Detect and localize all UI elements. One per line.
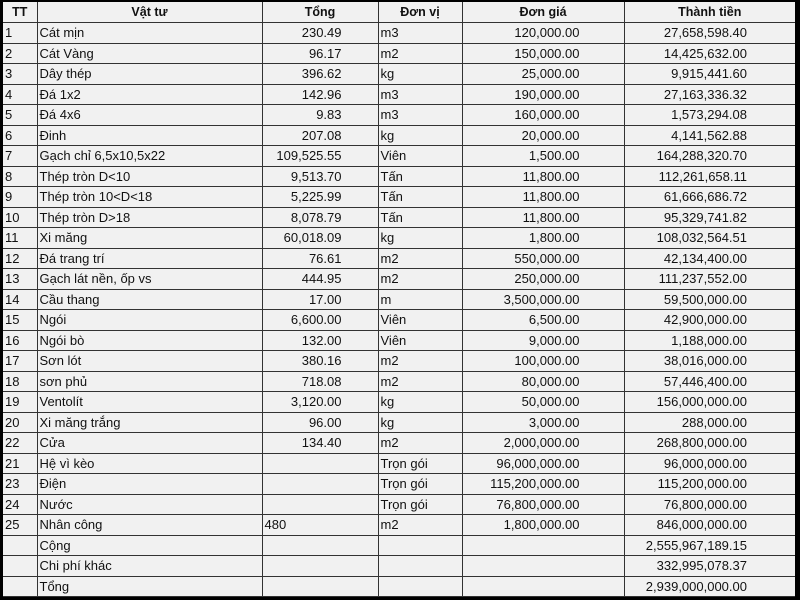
- table-row: [3, 535, 795, 556]
- unit-cell[interactable]: m3: [378, 84, 462, 105]
- amount-cell[interactable]: 27,163,336.32: [624, 84, 795, 105]
- quantity-cell[interactable]: 6,600.00: [262, 310, 378, 331]
- amount-cell[interactable]: 288,000.00: [624, 412, 795, 433]
- amount-cell[interactable]: 164,288,320.70: [624, 146, 795, 167]
- unit-cell[interactable]: [378, 576, 462, 597]
- table-row: [3, 556, 795, 577]
- unit-price-cell[interactable]: 50,000.00: [462, 392, 624, 413]
- quantity-cell[interactable]: [262, 576, 378, 597]
- quantity-cell[interactable]: 142.96: [262, 84, 378, 105]
- quantity-cell[interactable]: [262, 556, 378, 577]
- tt-cell[interactable]: 23: [3, 474, 37, 495]
- amount-cell[interactable]: 1,573,294.08: [624, 105, 795, 126]
- material-cell[interactable]: Ngói: [37, 310, 262, 331]
- amount-cell[interactable]: 38,016,000.00: [624, 351, 795, 372]
- material-cell[interactable]: Điện: [37, 474, 262, 495]
- quantity-cell[interactable]: [262, 535, 378, 556]
- material-cell[interactable]: Nước: [37, 494, 262, 515]
- unit-cell[interactable]: m2: [378, 248, 462, 269]
- quantity-cell[interactable]: 718.08: [262, 371, 378, 392]
- quantity-cell[interactable]: 134.40: [262, 433, 378, 454]
- unit-price-cell[interactable]: 25,000.00: [462, 64, 624, 85]
- quantity-cell[interactable]: 76.61: [262, 248, 378, 269]
- unit-cell[interactable]: m2: [378, 371, 462, 392]
- amount-cell[interactable]: 95,329,741.82: [624, 207, 795, 228]
- amount-cell[interactable]: 111,237,552.00: [624, 269, 795, 290]
- tt-cell[interactable]: 25: [3, 515, 37, 536]
- table-row: [3, 84, 795, 105]
- tt-cell[interactable]: 5: [3, 105, 37, 126]
- table-body: [3, 23, 795, 597]
- unit-price-cell[interactable]: 115,200,000.00: [462, 474, 624, 495]
- material-cell[interactable]: Cát mịn: [37, 23, 262, 44]
- material-cell[interactable]: Chi phí khác: [37, 556, 262, 577]
- amount-cell[interactable]: 1,188,000.00: [624, 330, 795, 351]
- unit-cell[interactable]: Trọn gói: [378, 494, 462, 515]
- quantity-cell[interactable]: 96.00: [262, 412, 378, 433]
- material-cell[interactable]: Đá 4x6: [37, 105, 262, 126]
- unit-price-cell[interactable]: 76,800,000.00: [462, 494, 624, 515]
- table-row: [3, 166, 795, 187]
- table-row: [3, 576, 795, 597]
- material-cell[interactable]: Tổng: [37, 576, 262, 597]
- table-row: [3, 371, 795, 392]
- material-cell[interactable]: Dây thép: [37, 64, 262, 85]
- quantity-cell[interactable]: 132.00: [262, 330, 378, 351]
- quantity-cell[interactable]: 60,018.09: [262, 228, 378, 249]
- tt-cell[interactable]: 8: [3, 166, 37, 187]
- amount-cell[interactable]: 115,200,000.00: [624, 474, 795, 495]
- header-tt[interactable]: TT: [3, 2, 37, 23]
- quantity-cell[interactable]: 480: [262, 515, 378, 536]
- material-cell[interactable]: Thép tròn 10<D<18: [37, 187, 262, 208]
- unit-price-cell[interactable]: 9,000.00: [462, 330, 624, 351]
- amount-cell[interactable]: 846,000,000.00: [624, 515, 795, 536]
- unit-price-cell[interactable]: 3,000.00: [462, 412, 624, 433]
- amount-cell[interactable]: 108,032,564.51: [624, 228, 795, 249]
- amount-cell[interactable]: 42,134,400.00: [624, 248, 795, 269]
- unit-price-cell[interactable]: 1,800.00: [462, 228, 624, 249]
- amount-cell[interactable]: 2,939,000,000.00: [624, 576, 795, 597]
- quantity-cell[interactable]: [262, 474, 378, 495]
- quantity-cell[interactable]: 3,120.00: [262, 392, 378, 413]
- quantity-cell[interactable]: 207.08: [262, 125, 378, 146]
- table-row: [3, 146, 795, 167]
- tt-cell[interactable]: 15: [3, 310, 37, 331]
- unit-price-cell[interactable]: 11,800.00: [462, 207, 624, 228]
- tt-cell[interactable]: 21: [3, 453, 37, 474]
- header-tong[interactable]: Tổng: [262, 2, 378, 23]
- table-row: [3, 412, 795, 433]
- tt-cell[interactable]: 22: [3, 433, 37, 454]
- unit-price-cell[interactable]: [462, 576, 624, 597]
- tt-cell[interactable]: 2: [3, 43, 37, 64]
- tt-cell[interactable]: 20: [3, 412, 37, 433]
- amount-cell[interactable]: 57,446,400.00: [624, 371, 795, 392]
- unit-price-cell[interactable]: 20,000.00: [462, 125, 624, 146]
- material-cell[interactable]: Xi măng trắng: [37, 412, 262, 433]
- tt-cell[interactable]: 11: [3, 228, 37, 249]
- unit-price-cell[interactable]: 120,000.00: [462, 23, 624, 44]
- unit-price-cell[interactable]: 1,500.00: [462, 146, 624, 167]
- unit-cell[interactable]: kg: [378, 64, 462, 85]
- material-cell[interactable]: Thép tròn D>18: [37, 207, 262, 228]
- tt-cell[interactable]: 3: [3, 64, 37, 85]
- tt-cell[interactable]: 19: [3, 392, 37, 413]
- unit-price-cell[interactable]: 80,000.00: [462, 371, 624, 392]
- unit-cell[interactable]: m2: [378, 43, 462, 64]
- header-vat-tu[interactable]: Vật tư: [37, 2, 262, 23]
- table-row: [3, 494, 795, 515]
- unit-cell[interactable]: Trọn gói: [378, 453, 462, 474]
- quantity-cell[interactable]: 8,078.79: [262, 207, 378, 228]
- amount-cell[interactable]: 42,900,000.00: [624, 310, 795, 331]
- tt-cell[interactable]: [3, 535, 37, 556]
- table-row: [3, 330, 795, 351]
- table-row: [3, 474, 795, 495]
- tt-cell[interactable]: 1: [3, 23, 37, 44]
- unit-cell[interactable]: m: [378, 289, 462, 310]
- unit-price-cell[interactable]: 190,000.00: [462, 84, 624, 105]
- table-row: [3, 125, 795, 146]
- unit-cell[interactable]: Trọn gói: [378, 474, 462, 495]
- material-cell[interactable]: Ventolít: [37, 392, 262, 413]
- unit-price-cell[interactable]: 11,800.00: [462, 166, 624, 187]
- amount-cell[interactable]: 59,500,000.00: [624, 289, 795, 310]
- material-cell[interactable]: Gạch lát nền, ốp vs: [37, 269, 262, 290]
- amount-cell[interactable]: 332,995,078.37: [624, 556, 795, 577]
- table-row: [3, 43, 795, 64]
- tt-cell[interactable]: 16: [3, 330, 37, 351]
- unit-cell[interactable]: m2: [378, 351, 462, 372]
- table-row: [3, 269, 795, 290]
- unit-cell[interactable]: Tấn: [378, 187, 462, 208]
- material-cell[interactable]: Đinh: [37, 125, 262, 146]
- amount-cell[interactable]: 27,658,598.40: [624, 23, 795, 44]
- tt-cell[interactable]: 6: [3, 125, 37, 146]
- material-cell[interactable]: Sơn lót: [37, 351, 262, 372]
- quantity-cell[interactable]: [262, 494, 378, 515]
- material-cell[interactable]: Gạch chỉ 6,5x10,5x22: [37, 146, 262, 167]
- unit-price-cell[interactable]: 11,800.00: [462, 187, 624, 208]
- amount-cell[interactable]: 14,425,632.00: [624, 43, 795, 64]
- unit-cell[interactable]: Viên: [378, 330, 462, 351]
- amount-cell[interactable]: 96,000,000.00: [624, 453, 795, 474]
- table-row: [3, 453, 795, 474]
- table-row: [3, 433, 795, 454]
- table-row: [3, 248, 795, 269]
- amount-cell[interactable]: 268,800,000.00: [624, 433, 795, 454]
- table-row: [3, 23, 795, 44]
- amount-cell[interactable]: 2,555,967,189.15: [624, 535, 795, 556]
- unit-cell[interactable]: kg: [378, 412, 462, 433]
- unit-cell[interactable]: m2: [378, 269, 462, 290]
- unit-cell[interactable]: Viên: [378, 146, 462, 167]
- unit-cell[interactable]: m2: [378, 515, 462, 536]
- amount-cell[interactable]: 112,261,658.11: [624, 166, 795, 187]
- quantity-cell[interactable]: 5,225.99: [262, 187, 378, 208]
- unit-cell[interactable]: [378, 535, 462, 556]
- unit-price-cell[interactable]: 250,000.00: [462, 269, 624, 290]
- table-row: [3, 392, 795, 413]
- tt-cell[interactable]: [3, 556, 37, 577]
- tt-cell[interactable]: 4: [3, 84, 37, 105]
- amount-cell[interactable]: 9,915,441.60: [624, 64, 795, 85]
- unit-cell[interactable]: kg: [378, 228, 462, 249]
- tt-cell[interactable]: 24: [3, 494, 37, 515]
- table-row: [3, 351, 795, 372]
- table-row: [3, 105, 795, 126]
- unit-cell[interactable]: m3: [378, 105, 462, 126]
- unit-cell[interactable]: kg: [378, 125, 462, 146]
- tt-cell[interactable]: 13: [3, 269, 37, 290]
- amount-cell[interactable]: 4,141,562.88: [624, 125, 795, 146]
- material-cell[interactable]: Ngói bò: [37, 330, 262, 351]
- material-cell[interactable]: Hệ vì kèo: [37, 453, 262, 474]
- header-don-vi[interactable]: Đơn vị: [378, 2, 462, 23]
- material-cell[interactable]: Cửa: [37, 433, 262, 454]
- unit-price-cell[interactable]: 550,000.00: [462, 248, 624, 269]
- material-cell[interactable]: Nhân công: [37, 515, 262, 536]
- quantity-cell[interactable]: 9,513.70: [262, 166, 378, 187]
- unit-price-cell[interactable]: 6,500.00: [462, 310, 624, 331]
- material-cell[interactable]: Thép tròn D<10: [37, 166, 262, 187]
- material-cell[interactable]: sơn phủ: [37, 371, 262, 392]
- amount-cell[interactable]: 76,800,000.00: [624, 494, 795, 515]
- unit-cell[interactable]: [378, 556, 462, 577]
- unit-price-cell[interactable]: 1,800,000.00: [462, 515, 624, 536]
- quantity-cell[interactable]: [262, 453, 378, 474]
- material-cell[interactable]: Xi măng: [37, 228, 262, 249]
- amount-cell[interactable]: 61,666,686.72: [624, 187, 795, 208]
- table-row: [3, 64, 795, 85]
- header-row: [3, 2, 795, 23]
- tt-cell[interactable]: 14: [3, 289, 37, 310]
- materials-cost-table: [3, 2, 795, 597]
- material-cell[interactable]: Cộng: [37, 535, 262, 556]
- unit-cell[interactable]: kg: [378, 392, 462, 413]
- quantity-cell[interactable]: 230.49: [262, 23, 378, 44]
- quantity-cell[interactable]: 96.17: [262, 43, 378, 64]
- quantity-cell[interactable]: 9.83: [262, 105, 378, 126]
- material-cell[interactable]: Cát Vàng: [37, 43, 262, 64]
- quantity-cell[interactable]: 396.62: [262, 64, 378, 85]
- quantity-cell[interactable]: 444.95: [262, 269, 378, 290]
- unit-cell[interactable]: Tấn: [378, 207, 462, 228]
- tt-cell[interactable]: 7: [3, 146, 37, 167]
- unit-price-cell[interactable]: [462, 535, 624, 556]
- material-cell[interactable]: Đá 1x2: [37, 84, 262, 105]
- header-don-gia[interactable]: Đơn giá: [462, 2, 624, 23]
- unit-price-cell[interactable]: [462, 556, 624, 577]
- unit-cell[interactable]: Viên: [378, 310, 462, 331]
- unit-price-cell[interactable]: 150,000.00: [462, 43, 624, 64]
- unit-cell[interactable]: m3: [378, 23, 462, 44]
- spreadsheet-frame: [3, 2, 795, 596]
- table-row: [3, 515, 795, 536]
- unit-price-cell[interactable]: 2,000,000.00: [462, 433, 624, 454]
- tt-cell[interactable]: [3, 576, 37, 597]
- tt-cell[interactable]: 18: [3, 371, 37, 392]
- table-row: [3, 310, 795, 331]
- quantity-cell[interactable]: 17.00: [262, 289, 378, 310]
- unit-price-cell[interactable]: 100,000.00: [462, 351, 624, 372]
- tt-cell[interactable]: 10: [3, 207, 37, 228]
- amount-cell[interactable]: 156,000,000.00: [624, 392, 795, 413]
- unit-price-cell[interactable]: 96,000,000.00: [462, 453, 624, 474]
- material-cell[interactable]: Đá trang trí: [37, 248, 262, 269]
- header-thanh-tien[interactable]: Thành tiền: [624, 2, 795, 23]
- table-row: [3, 228, 795, 249]
- unit-cell[interactable]: Tấn: [378, 166, 462, 187]
- tt-cell[interactable]: 9: [3, 187, 37, 208]
- table-row: [3, 289, 795, 310]
- tt-cell[interactable]: 12: [3, 248, 37, 269]
- table-row: [3, 207, 795, 228]
- unit-cell[interactable]: m2: [378, 433, 462, 454]
- table-row: [3, 187, 795, 208]
- unit-price-cell[interactable]: 3,500,000.00: [462, 289, 624, 310]
- tt-cell[interactable]: 17: [3, 351, 37, 372]
- material-cell[interactable]: Cầu thang: [37, 289, 262, 310]
- unit-price-cell[interactable]: 160,000.00: [462, 105, 624, 126]
- quantity-cell[interactable]: 380.16: [262, 351, 378, 372]
- quantity-cell[interactable]: 109,525.55: [262, 146, 378, 167]
